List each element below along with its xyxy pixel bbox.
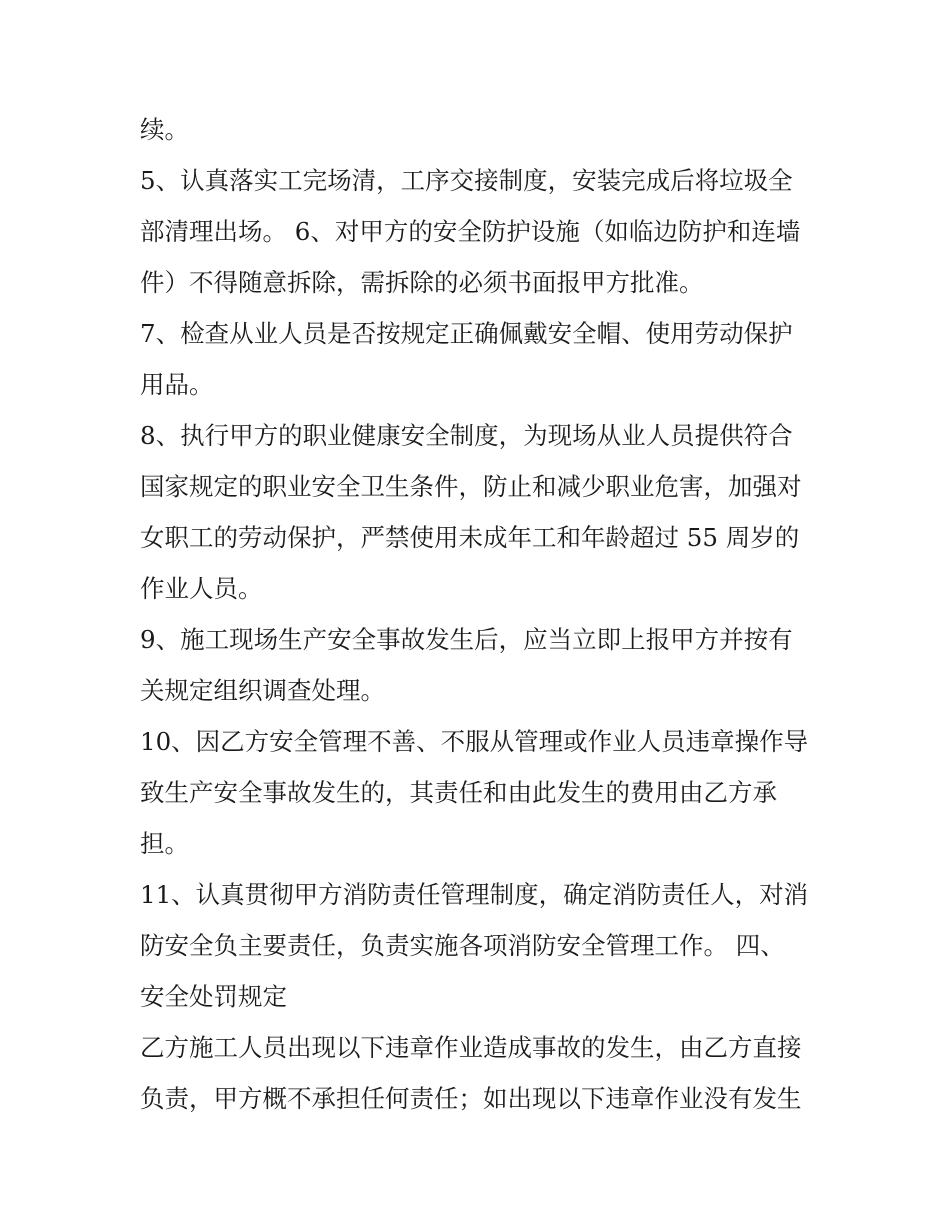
- text-line: 作业人员。: [140, 574, 263, 603]
- text-line: 乙方施工人员出现以下违章作业造成事故的发生，由乙方直接: [140, 1033, 802, 1062]
- text-line: 担。: [140, 829, 189, 858]
- text-line: 致生产安全事故发生的，其责任和由此发生的费用由乙方承: [140, 778, 777, 807]
- text-line: 防安全负主要责任，负责实施各项消防安全管理工作。 四、: [140, 931, 785, 960]
- text-line: 续。: [140, 115, 189, 144]
- text-line: 部清理出场。 6、对甲方的安全防护设施（如临边防护和连墙: [140, 217, 801, 246]
- section-heading: 安全处罚规定: [140, 982, 287, 1011]
- text-line: 关规定组织调查处理。: [140, 676, 385, 705]
- text-line: 件）不得随意拆除，需拆除的必须书面报甲方批准。: [140, 268, 704, 297]
- text-line: 国家规定的职业安全卫生条件，防止和减少职业危害，加强对: [140, 472, 802, 501]
- text-line: 11、认真贯彻甲方消防责任管理制度，确定消防责任人，对消: [140, 880, 809, 909]
- text-line: 女职工的劳动保护，严禁使用未成年工和年龄超过 55 周岁的: [140, 523, 800, 552]
- text-line: 9、施工现场生产安全事故发生后，应当立即上报甲方并按有: [140, 625, 793, 654]
- text-line: 5、认真落实工完场清，工序交接制度，安装完成后将垃圾全: [140, 166, 793, 195]
- document-body: [140, 104, 830, 1124]
- text-line: 用品。: [140, 370, 214, 399]
- text-line: 7、检查从业人员是否按规定正确佩戴安全帽、使用劳动保护: [140, 319, 793, 348]
- text-line: 10、因乙方安全管理不善、不服从管理或作业人员违章操作导: [140, 727, 809, 756]
- text-line: 8、执行甲方的职业健康安全制度，为现场从业人员提供符合: [140, 421, 793, 450]
- text-line: 负责，甲方概不承担任何责任；如出现以下违章作业没有发生: [140, 1084, 802, 1113]
